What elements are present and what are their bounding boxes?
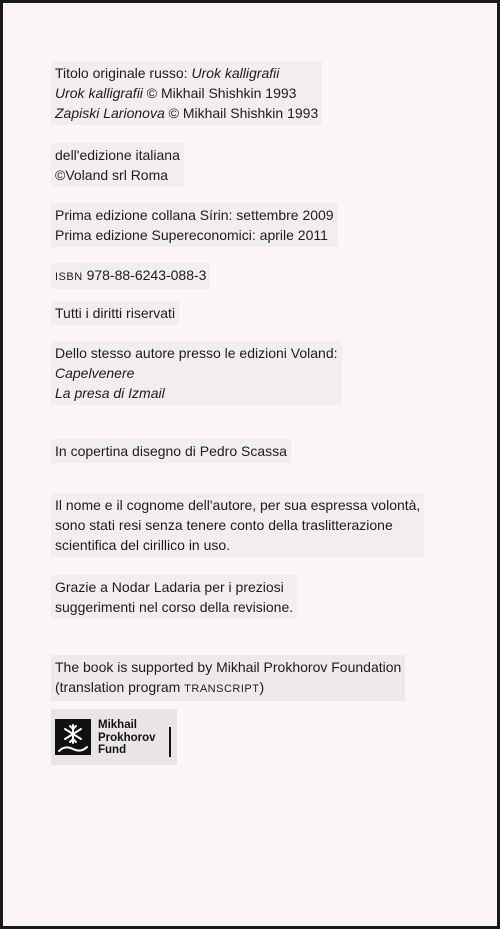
- logo-line1: Mikhail: [98, 719, 137, 731]
- cover-credit: In copertina disegno di Pedro Scassa: [51, 439, 291, 463]
- edition-date-2: Prima edizione Supereconomici: aprile 2011: [55, 227, 328, 243]
- name-note-line2: sono stati resi senza tenere conto della traslitterazione: [55, 517, 393, 533]
- copyright-2: © Mikhail Shishkin 1993: [164, 105, 319, 121]
- italian-edition-line2: ©Voland srl Roma: [55, 167, 169, 183]
- same-author-book-2: La presa di Izmail: [55, 385, 165, 401]
- logo-line3: Fund: [98, 744, 127, 756]
- italian-edition-line1: dell'edizione italiana: [55, 147, 180, 163]
- logo-text: [98, 719, 156, 757]
- italian-edition-block: [51, 143, 184, 187]
- original-title-label: Titolo originale russo:: [55, 65, 192, 81]
- original-title-1: Urok kalligrafii: [191, 65, 280, 81]
- thanks-line2: suggerimenti nel corso della revisione.: [55, 599, 294, 615]
- isbn-block: [51, 263, 210, 289]
- original-title-block: [51, 61, 322, 125]
- isbn-value: 978-88-6243-088-3: [82, 267, 207, 283]
- support-line2-end: ): [259, 679, 265, 695]
- logo-divider: [169, 727, 171, 757]
- thanks-line1: Grazie a Nodar Ladaria per i preziosi: [55, 579, 284, 595]
- name-note-line3: scientifica del cirillico in uso.: [55, 537, 231, 553]
- thanks-block: [51, 575, 297, 619]
- prokhorov-fund-logo: [51, 709, 177, 765]
- editions-block: [51, 203, 338, 247]
- rights-notice: Tutti i diritti riservati: [51, 301, 179, 325]
- original-title-1-repeat: Urok kalligrafii: [55, 85, 143, 101]
- name-note-block: [51, 493, 424, 557]
- same-author-block: [51, 341, 342, 405]
- name-note-line1: Il nome e il cognome dell'autore, per sua espressa volontà,: [55, 497, 421, 513]
- support-program: TRANSCRIPT: [184, 683, 260, 695]
- copyright-1: © Mikhail Shishkin 1993: [142, 85, 297, 101]
- edition-date-1: Prima edizione collana Sírin: settembre 2009: [55, 207, 334, 223]
- same-author-book-1: Capelvenere: [55, 365, 135, 381]
- support-line2-start: (translation program: [55, 679, 185, 695]
- support-block: [51, 655, 405, 701]
- original-title-2: Zapiski Larionova: [55, 105, 165, 121]
- support-line1: The book is supported by Mikhail Prokhorov Foundation: [55, 659, 402, 675]
- isbn-label: ISBN: [55, 271, 83, 283]
- same-author-heading: Dello stesso autore presso le edizioni Voland:: [55, 345, 338, 361]
- logo-line2: Prokhorov: [98, 731, 156, 744]
- snowflake-house-icon: [55, 719, 91, 755]
